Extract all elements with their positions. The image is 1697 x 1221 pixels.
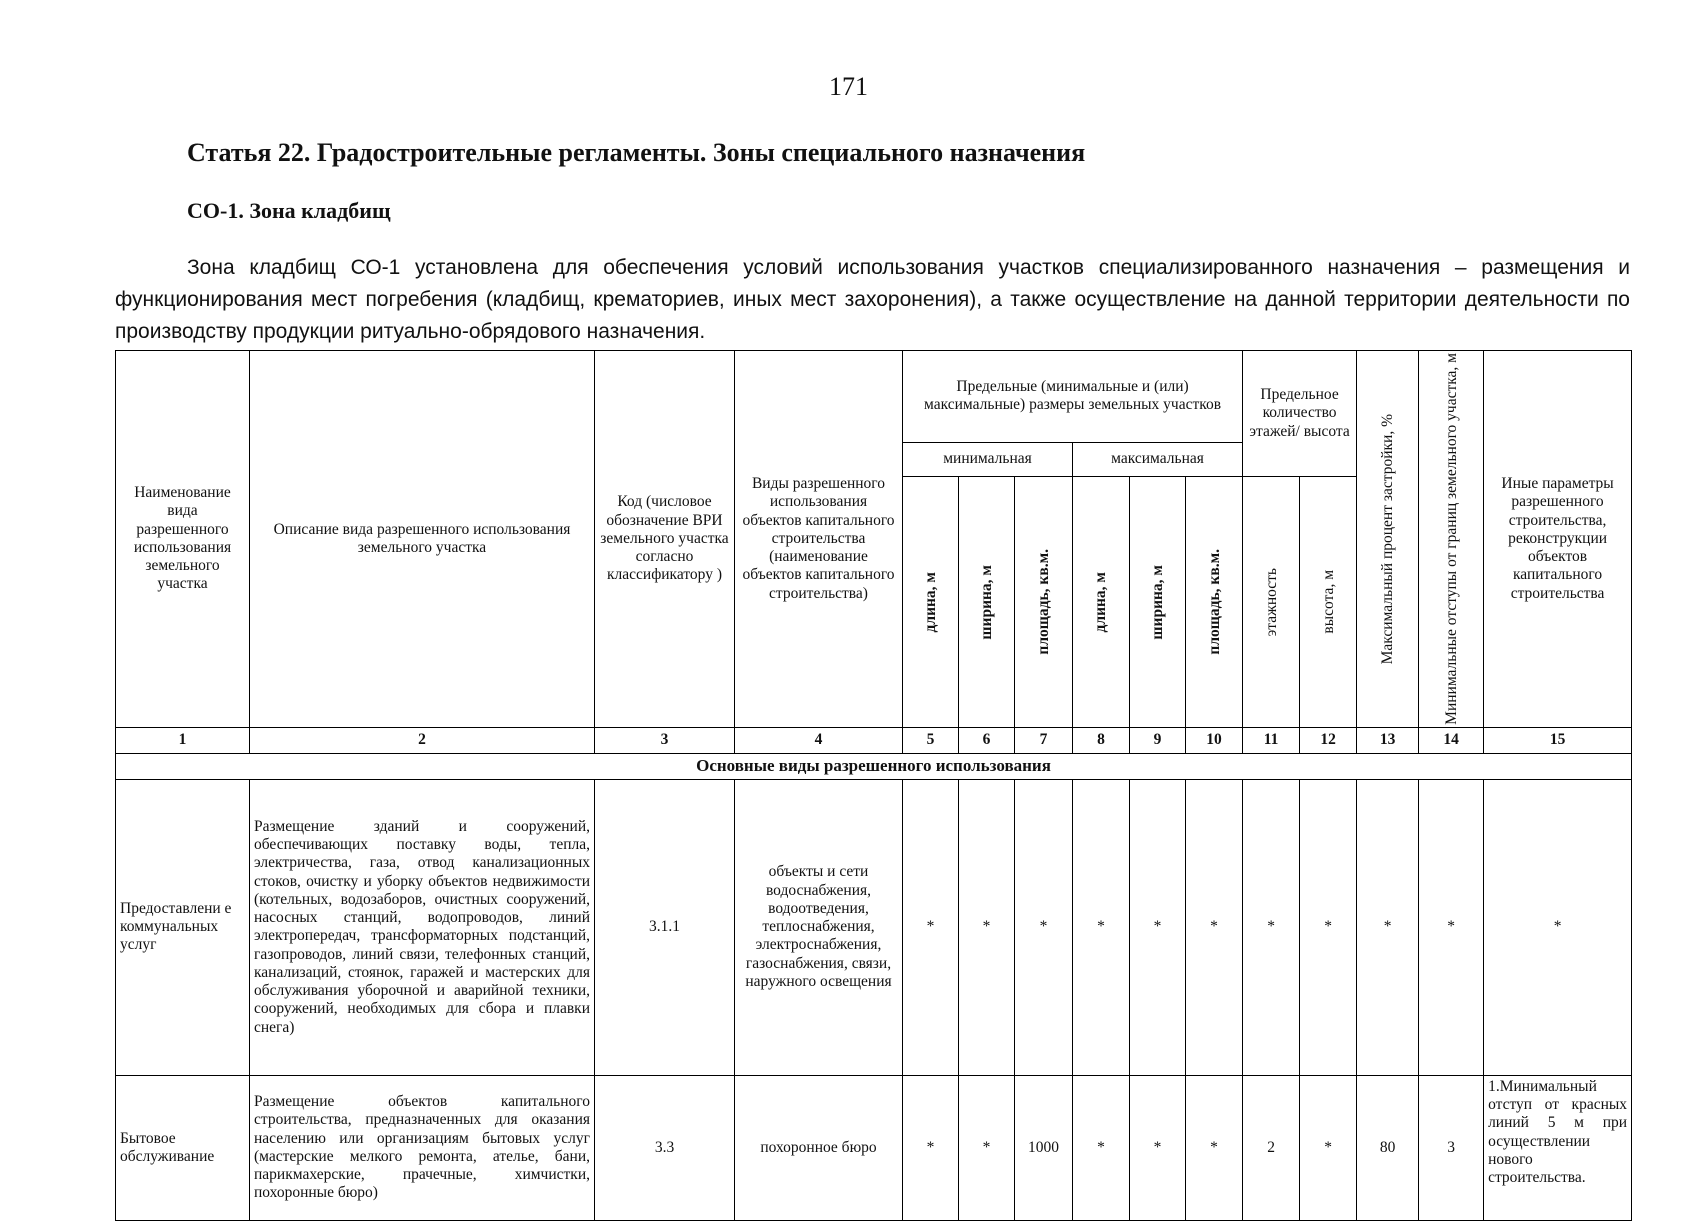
header-code: Код (числовое обозначение ВРИ земельного участка согласно классификатору ) [595,351,735,728]
header-min: минимальная [903,442,1073,476]
row-setback: 3 [1419,1075,1484,1220]
table-row [116,1075,1632,1220]
header-max-length-text: длина, м [1092,571,1110,633]
row-max-length: * [1073,1075,1130,1220]
row-min-area: 1000 [1015,1075,1073,1220]
header-min-area [1015,476,1073,727]
column-number: 4 [735,727,903,753]
header-name: Наименование вида разрешенного использования земельного участка [116,351,250,728]
zone-title: СО-1. Зона кладбищ [187,198,391,223]
column-number: 7 [1015,727,1073,753]
row-code: 3.1.1 [595,779,735,1075]
row-setback: * [1419,779,1484,1075]
row-other-params: 1.Минимальный отступ от красных линий 5 м при осуществлении нового строительства. [1484,1075,1632,1220]
section-row [116,753,1632,779]
row-min-length: * [903,1075,959,1220]
header-max: максимальная [1073,442,1243,476]
header-floors-height: Предельное количество этажей/ высота [1243,351,1357,477]
row-min-width: * [959,779,1015,1075]
row-min-width: * [959,1075,1015,1220]
header-setback-text: Минимальные отступы от границ земельного участка, м [1442,353,1460,725]
row-build-percent: 80 [1357,1075,1419,1220]
row-build-percent: * [1357,779,1419,1075]
header-floor-count [1243,476,1300,727]
row-max-area: * [1186,779,1243,1075]
row-objects: объекты и сети водоснабжения, водоотведения, теплоснабжения, электроснабжения, газоснабжения, связи, наружного освещения [735,779,903,1075]
intro-paragraph: Зона кладбищ СО-1 установлена для обеспечения условий использования участков специализированного назначения – размещения и функционирования мест погребения (кладбищ, крематориев, иных мест захоронения), а также осуществление на данной территории деятельности по производству продукции ритуально-обрядового назначения. [115,256,1630,343]
column-numbers-row [116,727,1632,753]
row-max-width: * [1130,779,1186,1075]
column-number: 9 [1130,727,1186,753]
row-height: * [1300,779,1357,1075]
column-number: 6 [959,727,1015,753]
row-other-params: * [1484,779,1632,1075]
column-number: 3 [595,727,735,753]
header-max-area-text: площадь, кв.м. [1205,549,1223,655]
row-max-length: * [1073,779,1130,1075]
row-code: 3.3 [595,1075,735,1220]
section-title: Основные виды разрешенного использования [116,753,1632,779]
row-name: Предоставлени е коммунальных услуг [116,779,250,1075]
row-floors: * [1243,779,1300,1075]
header-max-area [1186,476,1243,727]
column-number: 2 [250,727,595,753]
header-max-length [1073,476,1130,727]
article-title: Статья 22. Градостроительные регламенты. Зоны специального назначения [187,138,1086,167]
row-height: * [1300,1075,1357,1220]
column-number: 8 [1073,727,1130,753]
regulations-table [115,350,1632,1221]
column-number: 11 [1243,727,1300,753]
row-min-area: * [1015,779,1073,1075]
header-height-text: высота, м [1319,570,1337,634]
header-other-params: Иные параметры разрешенного строительства, реконструкции объектов капитального строительства [1484,351,1632,728]
header-min-width-text: ширина, м [977,564,995,640]
row-objects: похоронное бюро [735,1075,903,1220]
header-floor-count-text: этажность [1262,567,1280,637]
header-min-width [959,476,1015,727]
header-description: Описание вида разрешенного использования земельного участка [250,351,595,728]
table-row [116,779,1632,1075]
header-build-percent [1357,351,1419,728]
column-number: 12 [1300,727,1357,753]
row-name: Бытовое обслуживание [116,1075,250,1220]
page-number: 171 [829,72,868,101]
column-number: 1 [116,727,250,753]
header-min-length-text: длина, м [921,571,939,633]
header-max-width-text: ширина, м [1148,564,1166,640]
header-min-area-text: площадь, кв.м. [1034,549,1052,655]
column-number: 5 [903,727,959,753]
row-floors: 2 [1243,1075,1300,1220]
header-objects: Виды разрешенного использования объектов капитального строительства (наименование объектов капитального строительства) [735,351,903,728]
header-plot-sizes: Предельные (минимальные и (или) максимальные) размеры земельных участков [903,351,1243,443]
column-number: 15 [1484,727,1632,753]
row-description: Размещение объектов капитального строительства, предназначенных для оказания населению или организациям бытовых услуг (мастерские мелкого ремонта, ателье, бани, парикмахерские, прачечные, химчистки, похоронные бюро) [250,1075,595,1220]
header-setback [1419,351,1484,728]
header-height [1300,476,1357,727]
row-min-length: * [903,779,959,1075]
row-max-area: * [1186,1075,1243,1220]
column-number: 10 [1186,727,1243,753]
header-min-length [903,476,959,727]
column-number: 13 [1357,727,1419,753]
column-number: 14 [1419,727,1484,753]
header-max-width [1130,476,1186,727]
header-build-percent-text: Максимальный процент застройки, % [1379,413,1397,665]
row-description: Размещение зданий и сооружений, обеспечивающих поставку воды, тепла, электричества, газа, отвод канализационных стоков, очистку и уборку объектов недвижимости (котельных, водозаборов, очистных сооружений, насосных станций, водопроводов, линий электропередач, трансформаторных подстанций, газопроводов, линий связи, телефонных станций, канализаций, стоянок, гаражей и мастерских для обслуживания уборочной и аварийной техники, сооружений, необходимых для сбора и плавки снега) [250,779,595,1075]
row-max-width: * [1130,1075,1186,1220]
